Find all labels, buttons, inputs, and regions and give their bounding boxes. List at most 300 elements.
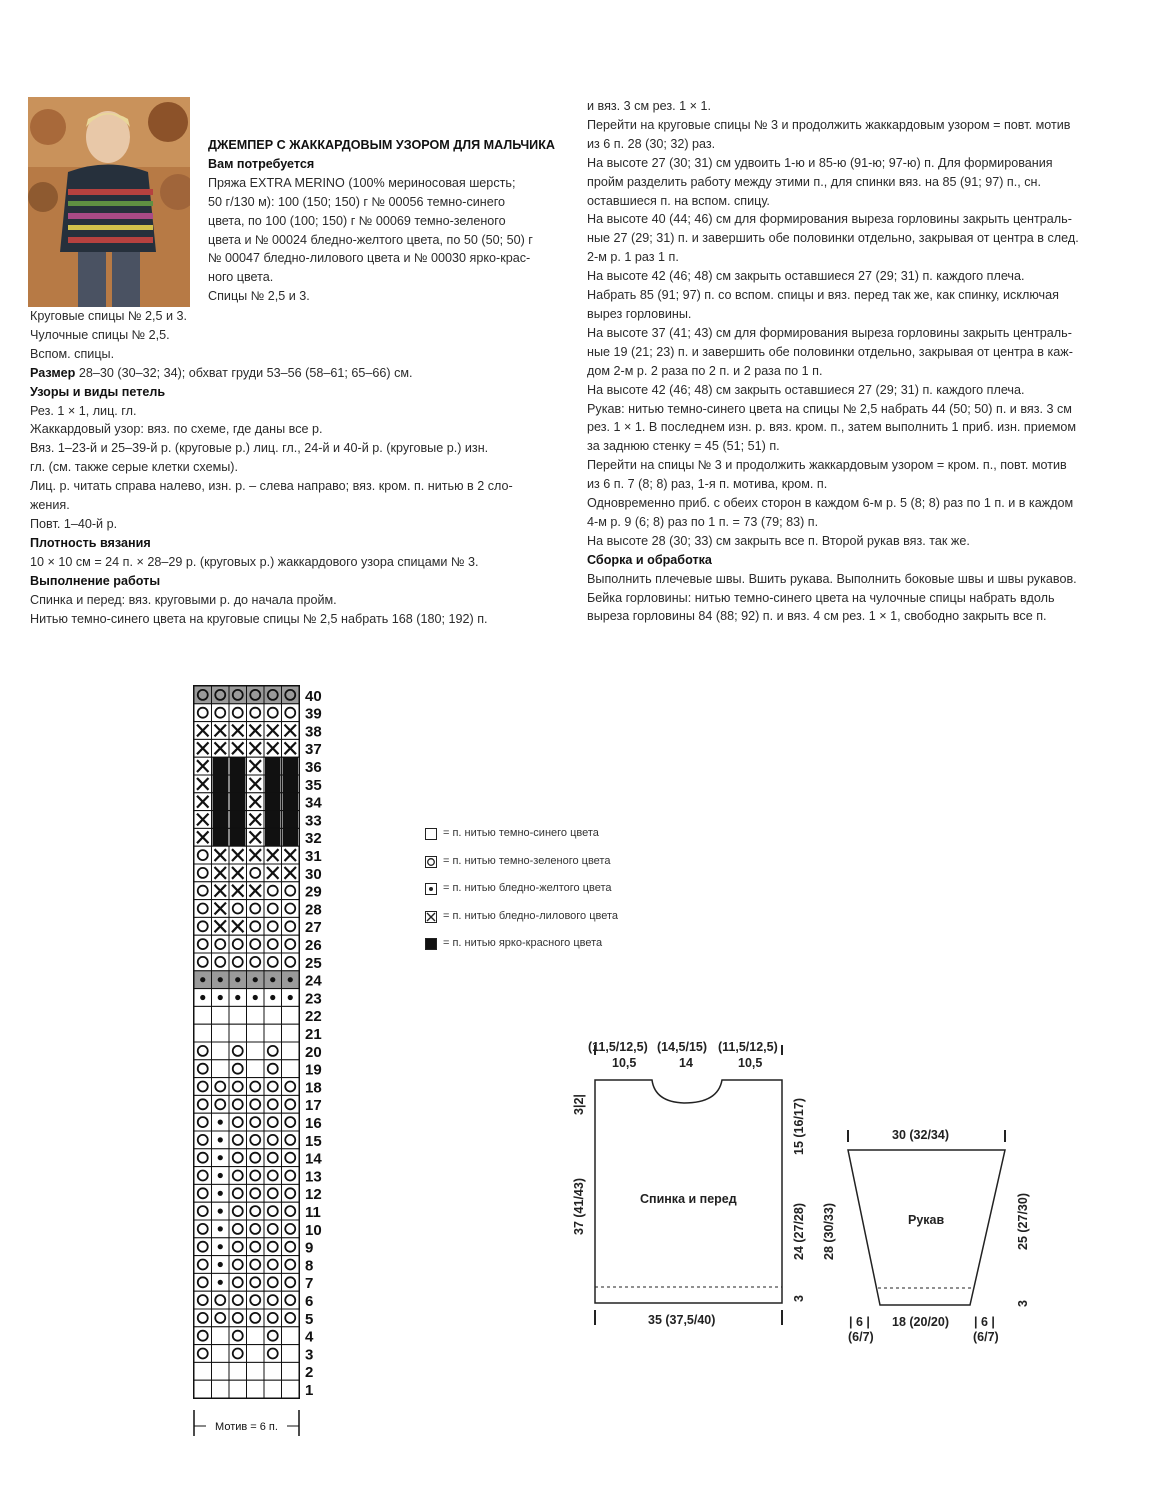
chart-cell [194,846,212,864]
chart-cell [282,1184,300,1202]
sleeve-bottom-center: 18 (20/20) [892,1315,949,1329]
chart-cell [229,1362,247,1380]
sleeve-top-width: 30 (32/34) [892,1128,949,1142]
chart-cell [212,953,230,971]
chart-row-number: 32 [305,830,322,848]
chart-cell [212,1362,230,1380]
chart-filled-mark [265,775,281,793]
legend-label: = п. нитью ярко-красного цвета [443,937,603,949]
chart-filled-mark [230,793,246,811]
chart-cell [229,900,247,918]
text-line: На высоте 42 (46; 48) см закрыть оставшиеся 27 (29; 31) п. каждого плеча. [587,382,1025,397]
chart-dot-mark [218,995,223,1000]
sleeve-bottom-left-value: | 6 | [849,1315,870,1329]
chart-cell [264,1327,282,1345]
chart-cell [282,1256,300,1274]
chart-cell [229,1202,247,1220]
chart-cell [194,864,212,882]
chart-cell [282,1309,300,1327]
chart-cell [212,1006,230,1024]
chart-cell [194,1238,212,1256]
text-line: ные 27 (29; 31) п. и завершить обе половинки отдельно, закрывая от центра в след. [587,231,1079,246]
chart-cell [194,1078,212,1096]
text-line: 10 × 10 см = 24 п. × 28–29 р. (круговых р.) жаккардового узора спицами № 3. [30,554,479,569]
chart-filled-mark [213,811,229,829]
text-line: жения. [30,498,70,513]
chart-cell [229,1167,247,1185]
chart-dot-mark [218,1280,223,1285]
sleeve-left-height: 28 (30/33) [822,1203,836,1260]
chart-cell [264,1380,282,1398]
chart-filled-mark [213,775,229,793]
chart-cell [282,1024,300,1042]
chart-dot-mark [270,995,275,1000]
chart-filled-mark [283,775,299,793]
chart-cell [194,1202,212,1220]
chart-cell [212,1380,230,1398]
chart-cell [282,882,300,900]
chart-cell [247,1220,265,1238]
chart-filled-mark [230,828,246,846]
chart-row-number: 12 [305,1186,322,1204]
chart-cell [194,1113,212,1131]
chart-filled-mark [283,793,299,811]
chart-cell [194,1024,212,1042]
top-value-right: 10,5 [738,1056,763,1070]
chart-cell [264,935,282,953]
text-line: Одновременно приб. с обеих сторон в каждом 6-м р. 5 (8; 8) раз по 1 п. и в каждом [587,496,1074,511]
legend-label: = п. нитью темно-зеленого цвета [443,854,611,867]
text-line: Рез. 1 × 1, лиц. гл. [30,403,137,418]
body-outline [560,1035,820,1335]
legend-label: = п. нитью бледно-лилового цвета [443,909,619,922]
text-line: ные 19 (21; 23) п. и завершить обе половинки отдельно, закрывая от центра в каж- [587,344,1073,359]
chart-row-number: 3 [305,1346,314,1364]
chart-cell [194,1327,212,1345]
section-heading: Плотность вязания [30,535,151,550]
section-heading: Узоры и виды петель [30,384,166,399]
chart-cell [282,1078,300,1096]
chart-cell [264,1006,282,1024]
chart-cell [229,953,247,971]
legend-circle-icon [425,856,437,868]
chart-cell [247,1184,265,1202]
chart-row-number: 36 [305,759,322,776]
top-value-center: 14 [679,1056,693,1070]
chart-filled-mark [265,793,281,811]
chart-cell [229,1273,247,1291]
chart-cell [282,1042,300,1060]
chart-cell [282,1238,300,1256]
chart-cell [194,1256,212,1274]
boy-in-jacquard-sweater-photo-icon [28,97,190,307]
chart-cell [264,917,282,935]
chart-cell [194,882,212,900]
chart-cell [247,953,265,971]
chart-cell [212,686,230,704]
chart-cell [282,1131,300,1149]
chart-cell [247,1291,265,1309]
chart-row-number: 38 [305,723,322,741]
chart-cell [194,917,212,935]
text-line [30,364,570,383]
chart-row-number: 35 [305,776,322,794]
chart-dot-mark [218,977,223,982]
chart-cell [264,1362,282,1380]
body-bottom-width: 35 (37,5/40) [648,1313,716,1327]
chart-filled-mark [265,828,281,846]
chart-dot-mark [235,995,240,1000]
chart-cell [264,900,282,918]
chart-cell [247,1256,265,1274]
chart-cell [229,935,247,953]
sleeve-rib-height: 3 [1016,1300,1030,1307]
chart-cell [247,1362,265,1380]
chart-row-number: 15 [305,1132,322,1150]
chart-cell [264,953,282,971]
top-size-right: (11,5/12,5) [718,1040,778,1054]
chart-dot-mark [253,995,258,1000]
chart-row-number: 9 [305,1239,314,1257]
chart-row-number: 29 [305,883,322,901]
text-line: Повт. 1–40-й р. [30,516,118,531]
chart-dot-mark [288,977,293,982]
chart-row-number: 33 [305,812,322,830]
chart-row-number: 16 [305,1115,322,1132]
chart-row-number: 10 [305,1221,322,1239]
text-line: пройм разделить работу между этими п., для спинки вяз. на 85 (91; 97) п., сн. [587,174,1041,189]
text-line: и вяз. 3 см рез. 1 × 1. [587,99,711,113]
legend-label: = п. нитью бледно-желтого цвета [443,882,612,894]
chart-row-number: 22 [305,1008,322,1026]
chart-cell [264,1345,282,1363]
sweater-photo [28,97,190,307]
chart-cell [194,1380,212,1398]
chart-cell [229,1149,247,1167]
chart-cell [229,1095,247,1113]
chart-cell [247,704,265,722]
chart-row-number: 6 [305,1293,314,1310]
chart-cell [264,1202,282,1220]
chart-dot-mark [218,1226,223,1231]
chart-dot-mark [270,977,275,982]
chart-cell [229,1024,247,1042]
chart-row-number: 17 [305,1097,322,1115]
chart-cell [282,1006,300,1024]
text-line: Набрать 85 (91; 97) п. со вспом. спицы и вяз. перед так же, как спинку, исключая [587,288,1059,303]
chart-row-number: 26 [305,937,322,954]
chart-cell [247,1327,265,1345]
body-rib-height: 3 [792,1295,806,1302]
chart-cell [229,1256,247,1274]
chart-dot-mark [218,1173,223,1178]
chart-cell [282,1060,300,1078]
chart-cell [247,1345,265,1363]
chart-cell [247,935,265,953]
chart-cell [264,1024,282,1042]
legend-cross-icon [425,911,437,923]
chart-cell [247,1024,265,1042]
chart-cell [247,917,265,935]
chart-cell [282,900,300,918]
chart-cell [282,1380,300,1398]
sleeve-bottom-right-sizes: (6/7) [973,1330,999,1344]
text-line: Чулочные спицы № 2,5. [30,327,170,342]
chart-cell [229,1006,247,1024]
chart-cell [282,686,300,704]
chart-dot-mark [218,1244,223,1249]
chart-filled-mark [265,757,281,775]
text-line: Рукав: нитью темно-синего цвета на спицы № 2,5 набрать 44 (50; 50) п. и вяз. 3 см [587,401,1072,416]
chart-cell [229,1291,247,1309]
chart-cell [212,1078,230,1096]
chart-cell [194,704,212,722]
chart-cell [247,1238,265,1256]
materials-line: Пряжа EXTRA MERINO (100% мериносовая шерсть; [208,175,516,190]
materials-line: цвета, по 100 (100; 150) г № 00069 темно-зеленого [208,213,506,228]
text-line: Выполнить плечевые швы. Вшить рукава. Выполнить боковые швы и швы рукавов. [587,571,1077,586]
legend-dot-icon [425,883,437,895]
sleeve-right-height: 25 (27/30) [1016,1193,1030,1250]
chart-cell [264,1042,282,1060]
chart-cell [247,1202,265,1220]
materials-line: № 00047 бледно-лилового цвета и № 00030 ярко-крас- [208,251,531,266]
chart-row-number: 7 [305,1275,314,1293]
text-line: оставшиеся п. на вспом. спицу. [587,193,770,208]
chart-cell [212,1042,230,1060]
chart-cell [229,1220,247,1238]
chart-cell [212,1327,230,1345]
chart-row-number: 2 [305,1364,314,1382]
chart-cell [194,1131,212,1149]
chart-cell [264,1309,282,1327]
chart-cell [247,1167,265,1185]
inline-heading: Размер [30,365,76,380]
chart-cell [194,1220,212,1238]
body-left-height: 37 (41/43) [572,1178,586,1235]
top-size-left: (11,5/12,5) [588,1040,648,1054]
chart-cell [229,1184,247,1202]
text-line: выреза горловины 84 (88; 92) п. и вяз. 4 см рез. 1 × 1, свободно закрыть все п. [587,609,1047,624]
text-line: Перейти на спицы № 3 и продолжить жаккардовым узором = кром. п., повт. мотив [587,458,1067,473]
chart-cell [229,1060,247,1078]
chart-row-number: 27 [305,919,322,937]
legend-empty-icon [425,828,437,840]
text-line: вырез горловины. [587,306,692,321]
chart-cell [247,1113,265,1131]
text-line: На высоте 27 (30; 31) см удвоить 1-ю и 85-ю (91-ю; 97-ю) п. Для формирования [587,155,1053,170]
chart-cell [212,1060,230,1078]
chart-cell [212,704,230,722]
section-heading: Выполнение работы [30,573,161,588]
chart-cell [229,1380,247,1398]
instructions-left-column [30,307,570,628]
chart-cell [229,1131,247,1149]
chart-row-number: 19 [305,1061,322,1079]
chart-cell [282,917,300,935]
materials-line: 50 г/130 м): 100 (150; 150) г № 00056 темно-синего [208,194,506,209]
chart-row-number: 39 [305,705,322,723]
chart-cell [264,1131,282,1149]
chart-cell [247,1273,265,1291]
text-line: Жаккардовый узор: вяз. по схеме, где даны все р. [30,422,323,437]
section-heading: Сборка и обработка [587,552,712,567]
chart-cell [194,1273,212,1291]
chart-row-number: 34 [305,794,322,812]
text-line: 2-м р. 1 раз 1 п. [587,250,679,265]
intro-block [208,136,578,306]
chart-dot-mark [218,1120,223,1125]
chart-row-number: 40 [305,687,322,705]
chart-cell [247,1309,265,1327]
chart-dot-mark [218,1209,223,1214]
chart-cell [282,935,300,953]
instructions-right-column [587,97,1132,626]
chart-cell [264,686,282,704]
text-line: Спинка и перед: вяз. круговыми р. до начала пройм. [30,592,337,607]
chart-cell [247,1060,265,1078]
text-line: Вяз. 1–23-й и 25–39-й р. (круговые р.) лиц. гл., 24-й и 40-й р. (круговые р.) изн. [30,441,489,456]
chart-row-number: 25 [305,954,322,972]
chart-cell [194,686,212,704]
chart-filled-mark [283,811,299,829]
chart-row-number: 5 [305,1310,314,1328]
chart-cell [212,1095,230,1113]
chart-row-number: 18 [305,1079,322,1097]
body-armhole-height: 15 (16/17) [792,1098,806,1155]
chart-row-number: 21 [305,1026,322,1043]
legend-filled-icon [425,938,437,950]
chart-cell [229,1238,247,1256]
chart-cell [194,1184,212,1202]
chart-cell [212,1345,230,1363]
sleeve-bottom-left-number: 6 [855,1315,863,1329]
chart-dot-mark [235,977,240,982]
chart-row-number: 37 [305,741,322,759]
chart-dot-mark [200,977,205,982]
text-line: 4-м р. 9 (6; 8) раз по 1 п. = 73 (79; 83) п. [587,514,819,529]
chart-cell [264,882,282,900]
chart-dot-mark [218,1191,223,1196]
body-schematic [560,1035,820,1335]
chart-cell [282,953,300,971]
text-line: Перейти на круговые спицы № 3 и продолжить жаккардовым узором = повт. мотив [587,117,1071,132]
text-line: Вспом. спицы. [30,346,115,361]
chart-cell [194,1345,212,1363]
chart-cell [229,686,247,704]
chart-cell [282,1202,300,1220]
chart-cell [247,1131,265,1149]
chart-dot-mark [288,995,293,1000]
chart-cell [229,1042,247,1060]
chart-row-number: 14 [305,1150,322,1168]
chart-cell [229,1309,247,1327]
chart-filled-mark [213,757,229,775]
chart-filled-mark [265,811,281,829]
chart-cell [247,864,265,882]
motif-label: Мотив = 6 п. [215,1421,278,1433]
materials-heading: Вам потребуется [208,156,315,171]
chart-cell [247,1095,265,1113]
chart-cell [264,1220,282,1238]
sleeve-label: Рукав [908,1213,945,1227]
inline-text: 28–30 (30–32; 34); обхват груди 53–56 (58–61; 65–66) см. [75,365,413,380]
chart-cell [247,900,265,918]
chart-filled-mark [213,828,229,846]
chart-row-number: 31 [305,848,322,865]
chart-cell [282,1291,300,1309]
chart-cell [194,1167,212,1185]
chart-cell [282,1362,300,1380]
chart-filled-mark [230,757,246,775]
chart-filled-mark [213,793,229,811]
chart-cell [264,1167,282,1185]
text-line: На высоте 42 (46; 48) см закрыть оставшиеся 27 (29; 31) п. каждого плеча. [587,269,1025,284]
chart-row-number: 4 [305,1328,314,1346]
chart-cell [282,1149,300,1167]
text-line: рез. 1 × 1. В последнем изн. р. вяз. кром. п., затем выполнить 1 приб. изн. приемом [587,420,1077,435]
sleeve-bottom-right-number: 6 [980,1315,988,1329]
chart-row-number: 8 [305,1257,314,1275]
chart-dot-mark [218,1155,223,1160]
sleeve-schematic [820,1120,1040,1350]
body-side-height: 24 (27/28) [792,1203,806,1260]
chart-cell [229,1327,247,1345]
chart-cell [194,1149,212,1167]
chart-cell [194,953,212,971]
chart-cell [264,1078,282,1096]
chart-cell [194,1042,212,1060]
chart-row-number: 20 [305,1043,322,1061]
text-line: Круговые спицы № 2,5 и 3. [30,309,188,323]
chart-filled-mark [230,775,246,793]
text-line: из 6 п. 7 (8; 8) раз, 1-я п. мотива, кром. п. [587,477,828,492]
chart-cell [194,935,212,953]
chart-cell [264,1113,282,1131]
text-line: На высоте 37 (41; 43) см для формирования выреза горловины закрыть централь- [587,325,1072,340]
chart-cell [247,1006,265,1024]
chart-dot-mark [218,1262,223,1267]
chart-cell [194,1291,212,1309]
chart-cell [212,1291,230,1309]
chart-cell [194,900,212,918]
chart-cell [194,1095,212,1113]
chart-row-number: 13 [305,1168,322,1186]
chart-dot-mark [253,977,258,982]
chart-cell [194,1362,212,1380]
chart-cell [282,1113,300,1131]
chart-row-number: 11 [305,1204,321,1221]
chart-dot-mark [218,1137,223,1142]
materials-line: ного цвета. [208,270,274,285]
text-line: за заднюю стенку = 45 (51; 51) п. [587,439,780,454]
body-label: Спинка и перед [640,1192,737,1206]
top-value-left: 10,5 [612,1056,637,1070]
chart-cell [264,1273,282,1291]
text-line: На высоте 40 (44; 46) см для формирования выреза горловины закрыть централь- [587,212,1072,227]
chart-cell [264,1095,282,1113]
chart-cell [282,1327,300,1345]
chart-cell [282,1273,300,1291]
text-line: гл. (см. также серые клетки схемы). [30,460,238,475]
sleeve-bottom-left-sizes: (6/7) [848,1330,874,1344]
chart-cell [247,686,265,704]
chart-cell [264,1291,282,1309]
chart-row-number: 23 [305,990,322,1008]
chart-dot-mark [200,995,205,1000]
chart-cell [264,1060,282,1078]
top-size-center: (14,5/15) [657,1040,708,1054]
